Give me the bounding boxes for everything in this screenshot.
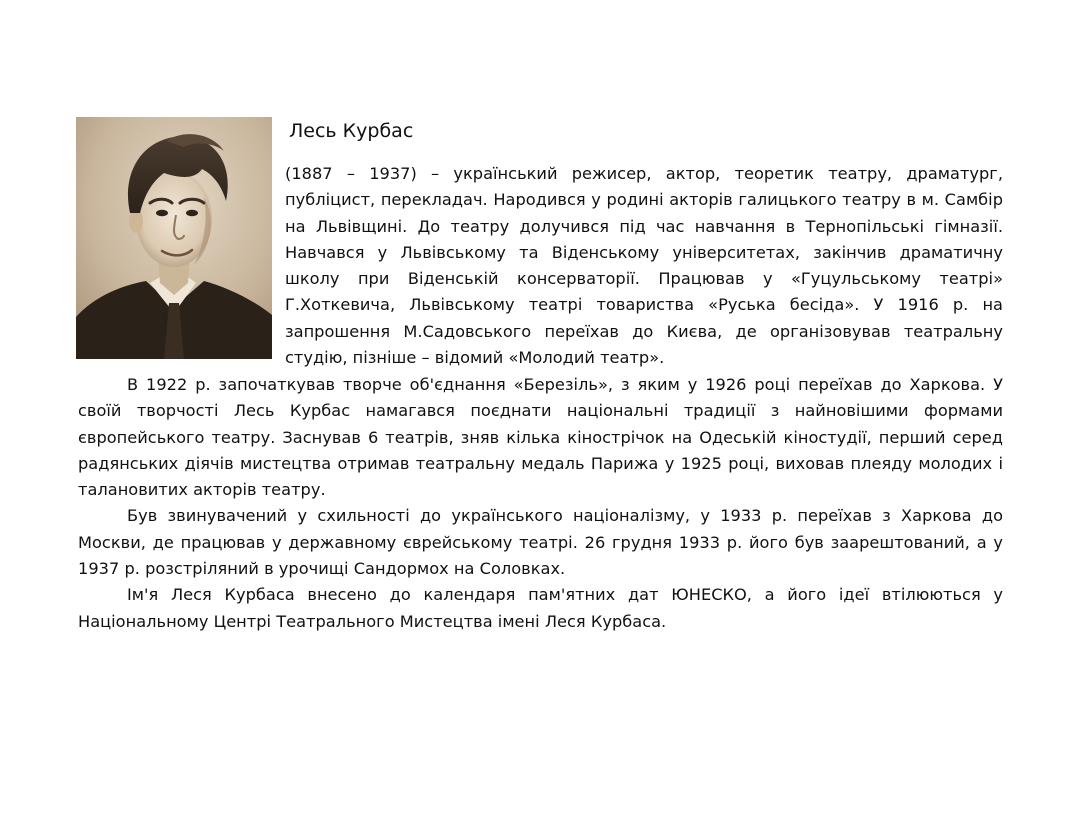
body-text <box>78 372 1003 635</box>
intro-paragraph: (1887 – 1937) – український режисер, актор, теоретик театру, драматург, публіцист, перекладач. Народився у родині акторів галицького театру в м. Самбір на Львівщині. До театру долучився під час навчання в Тернопільські гімназії. Навчався у Львівському та Віденському університетах, закінчив драматичну школу при Віденській консерваторії. Працював у «Гуцульському театрі» Г.Хоткевича, Львівському театрі товариства «Руська бесіда». У 1916 р. на запрошення М.Садовського переїхав до Києва, де організовував театральну студію, пізніше – відомий «Молодий театр». <box>285 164 1003 368</box>
paragraph-unesco: Ім'я Леся Курбаса внесено до календаря пам'ятних дат ЮНЕСКО, а його ідеї втілюються у Національному Центрі Театрального Мистецтва імені Леся Курбаса. <box>78 585 1003 631</box>
portrait-photo <box>76 117 272 359</box>
paragraph-arrest: Був звинувачений у схильності до українського націоналізму, у 1933 р. переїхав з Харкова до Москви, де працював у державному єврейському театрі. 26 грудня 1933 р. його був заарештований, а у 1937 р. розстріляний в урочищі Сандормох на Соловках. <box>78 506 1003 579</box>
paragraph-berezil: В 1922 р. започаткував творче об'єднання «Березіль», з яким у 1926 році переїхав до Харкова. У своїй творчості Лесь Курбас намагався поєднати національні традиції з найновішими формами європейського театру. Заснував 6 театрів, зняв кілька кінострічок на Одеській кіностудії, перший серед радянських діячів мистецтва отримав театральну медаль Парижа у 1925 році, виховав плеяду молодих і талановитих акторів театру. <box>78 375 1003 500</box>
page-title: Лесь Курбас <box>289 120 414 142</box>
intro-block <box>285 161 1003 371</box>
